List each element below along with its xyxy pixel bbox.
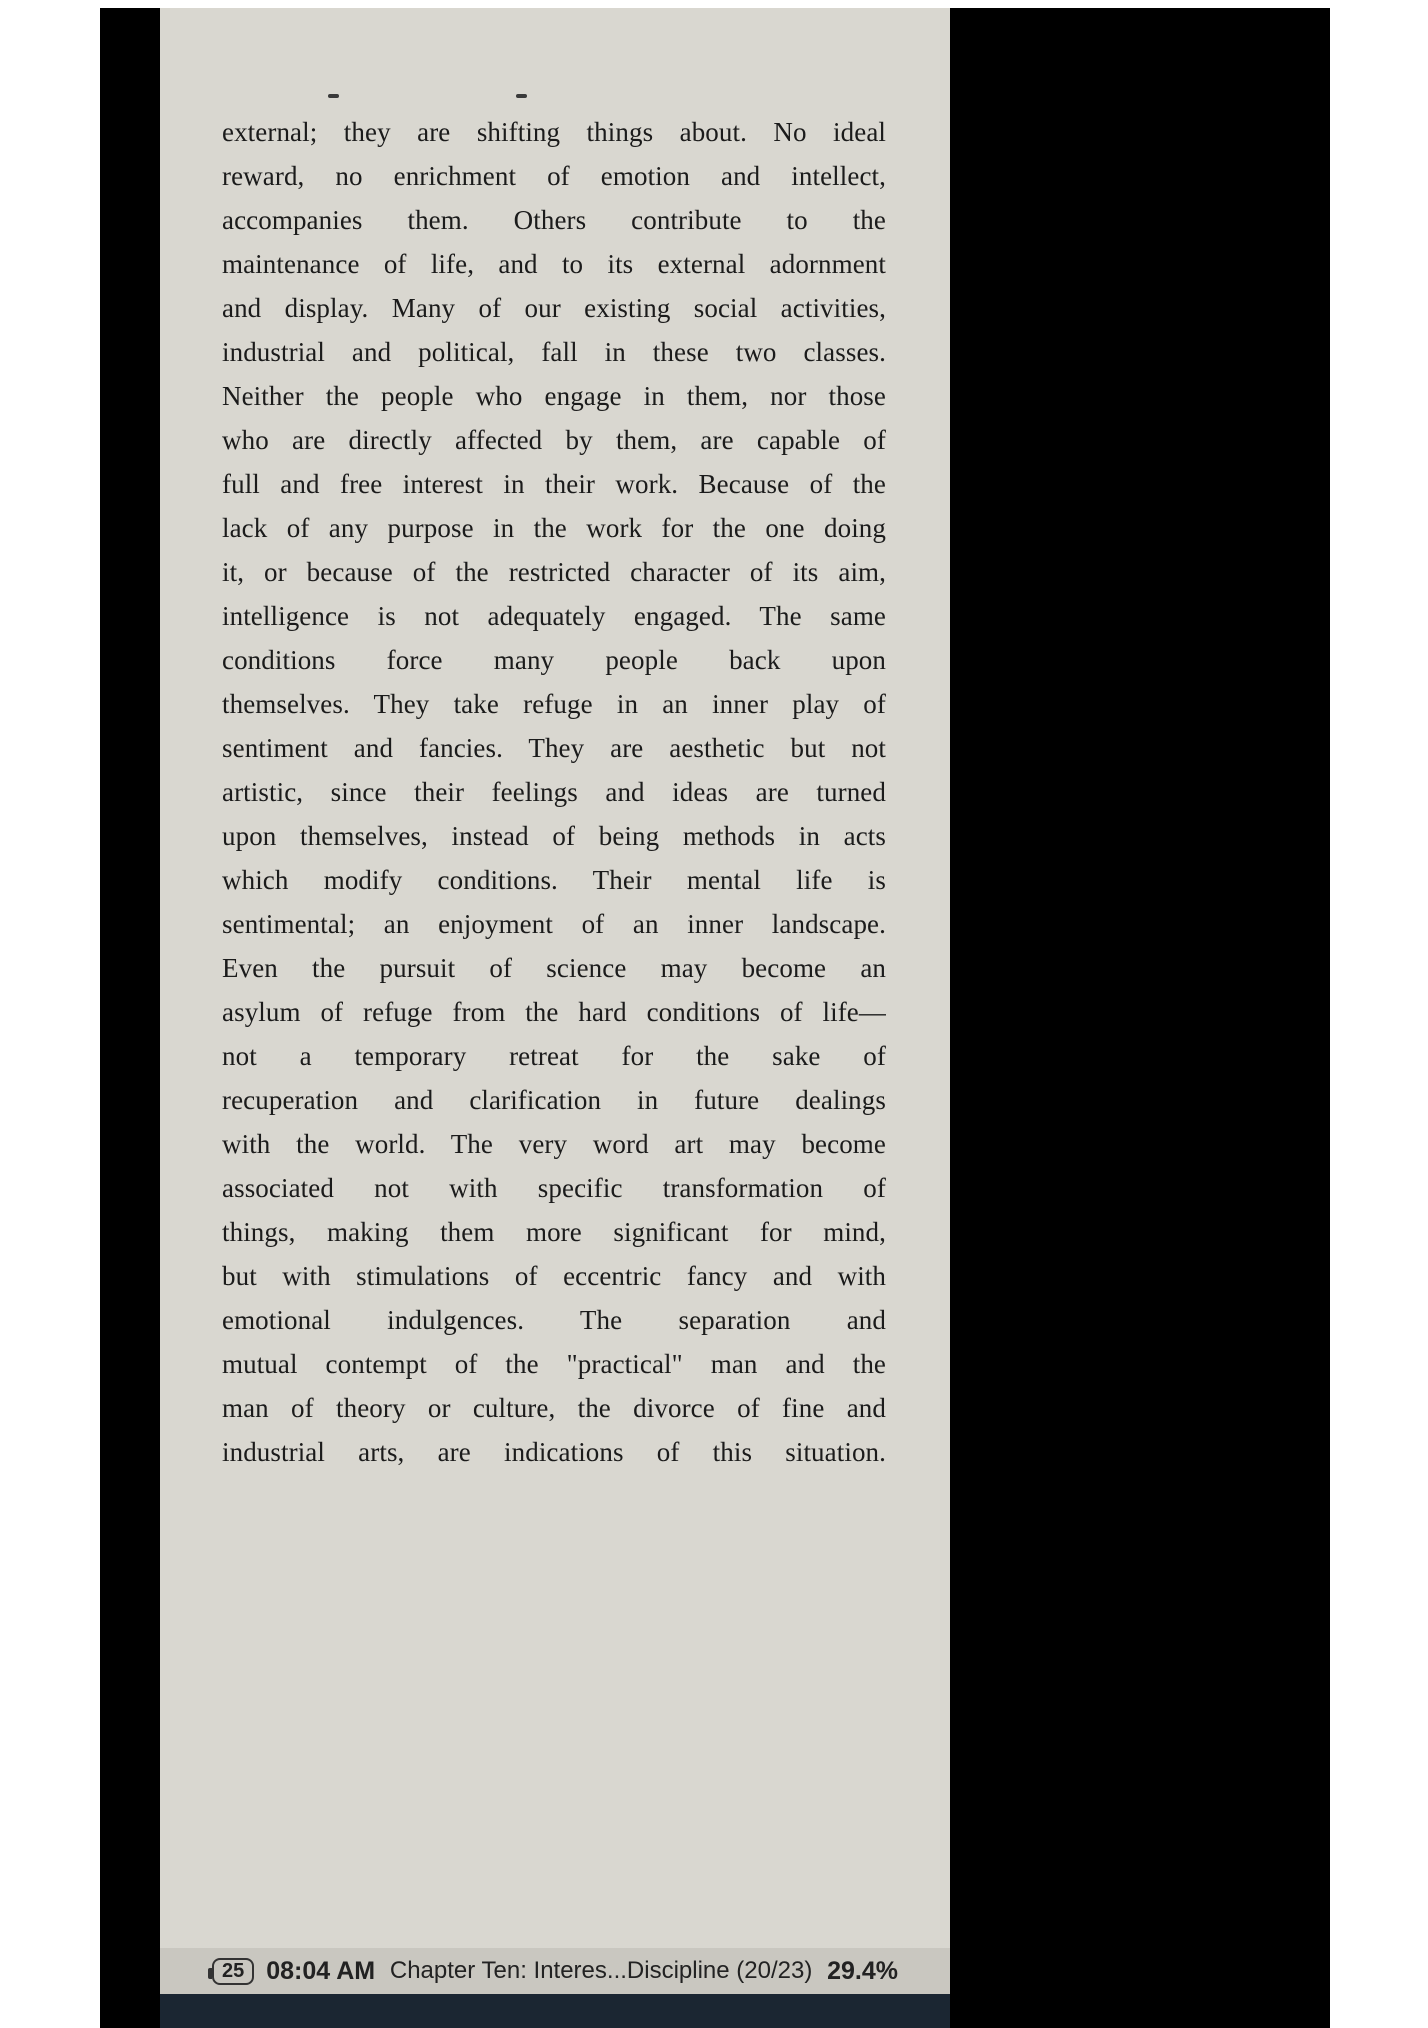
text-line: with the world. The very word art may become <box>222 1129 886 1159</box>
chapter-progress-label: Chapter Ten: Interes...Discipline (20/23) <box>389 1957 813 1984</box>
cropped-text-artifact <box>516 94 527 98</box>
text-line: and display. Many of our existing social activities, <box>222 293 886 323</box>
text-line: maintenance of life, and to its external adornment <box>222 249 886 279</box>
text-line: Neither the people who engage in them, nor those <box>222 381 886 411</box>
text-line: asylum of refuge from the hard conditions of life— <box>222 997 886 1027</box>
cropped-text-artifact <box>328 94 339 98</box>
text-line: mutual contempt of the "practical" man and the <box>222 1349 886 1379</box>
text-line: Even the pursuit of science may become an <box>222 953 886 983</box>
text-line: industrial and political, fall in these two classes. <box>222 337 886 367</box>
text-line: artistic, since their feelings and ideas are turned <box>222 777 886 807</box>
text-line: associated not with specific transformation of <box>222 1173 886 1203</box>
system-nav-bar[interactable] <box>160 1994 950 2028</box>
text-line: themselves. They take refuge in an inner play of <box>222 689 886 719</box>
text-line: upon themselves, instead of being methods in acts <box>222 821 886 851</box>
reader-page[interactable] <box>160 8 950 1948</box>
text-line: external; they are shifting things about. No ideal <box>222 117 886 147</box>
text-line: emotional indulgences. The separation and <box>222 1305 886 1335</box>
text-line: who are directly affected by them, are capable of <box>222 425 886 455</box>
text-line: but with stimulations of eccentric fancy and with <box>222 1261 886 1291</box>
status-left-group <box>212 1957 375 1986</box>
text-line: industrial arts, are indications of this situation. <box>222 1437 886 1467</box>
letterbox-backdrop <box>100 8 1330 2028</box>
text-line: conditions force many people back upon <box>222 645 886 675</box>
status-bar[interactable] <box>160 1948 950 1994</box>
text-line: sentiment and fancies. They are aesthetic but not <box>222 733 886 763</box>
text-line: accompanies them. Others contribute to the <box>222 205 886 235</box>
battery-icon <box>212 1958 254 1985</box>
clock-time: 08:04 AM <box>266 1956 376 1985</box>
text-line: lack of any purpose in the work for the one doing <box>222 513 886 543</box>
battery-level: 25 <box>222 1959 245 1982</box>
text-line: recuperation and clarification in future dealings <box>222 1085 886 1115</box>
text-line: man of theory or culture, the divorce of fine and <box>222 1393 886 1423</box>
text-line: sentimental; an enjoyment of an inner landscape. <box>222 909 886 939</box>
text-line: things, making them more significant for mind, <box>222 1217 886 1247</box>
text-line: which modify conditions. Their mental life is <box>222 865 886 895</box>
book-progress-percent: 29.4% <box>827 1956 898 1985</box>
text-line: it, or because of the restricted character of its aim, <box>222 557 886 587</box>
text-line: reward, no enrichment of emotion and intellect, <box>222 161 886 191</box>
text-line: full and free interest in their work. Because of the <box>222 469 886 499</box>
text-line: intelligence is not adequately engaged. The same <box>222 601 886 631</box>
text-line: not a temporary retreat for the sake of <box>222 1041 886 1071</box>
book-text <box>222 110 886 1474</box>
